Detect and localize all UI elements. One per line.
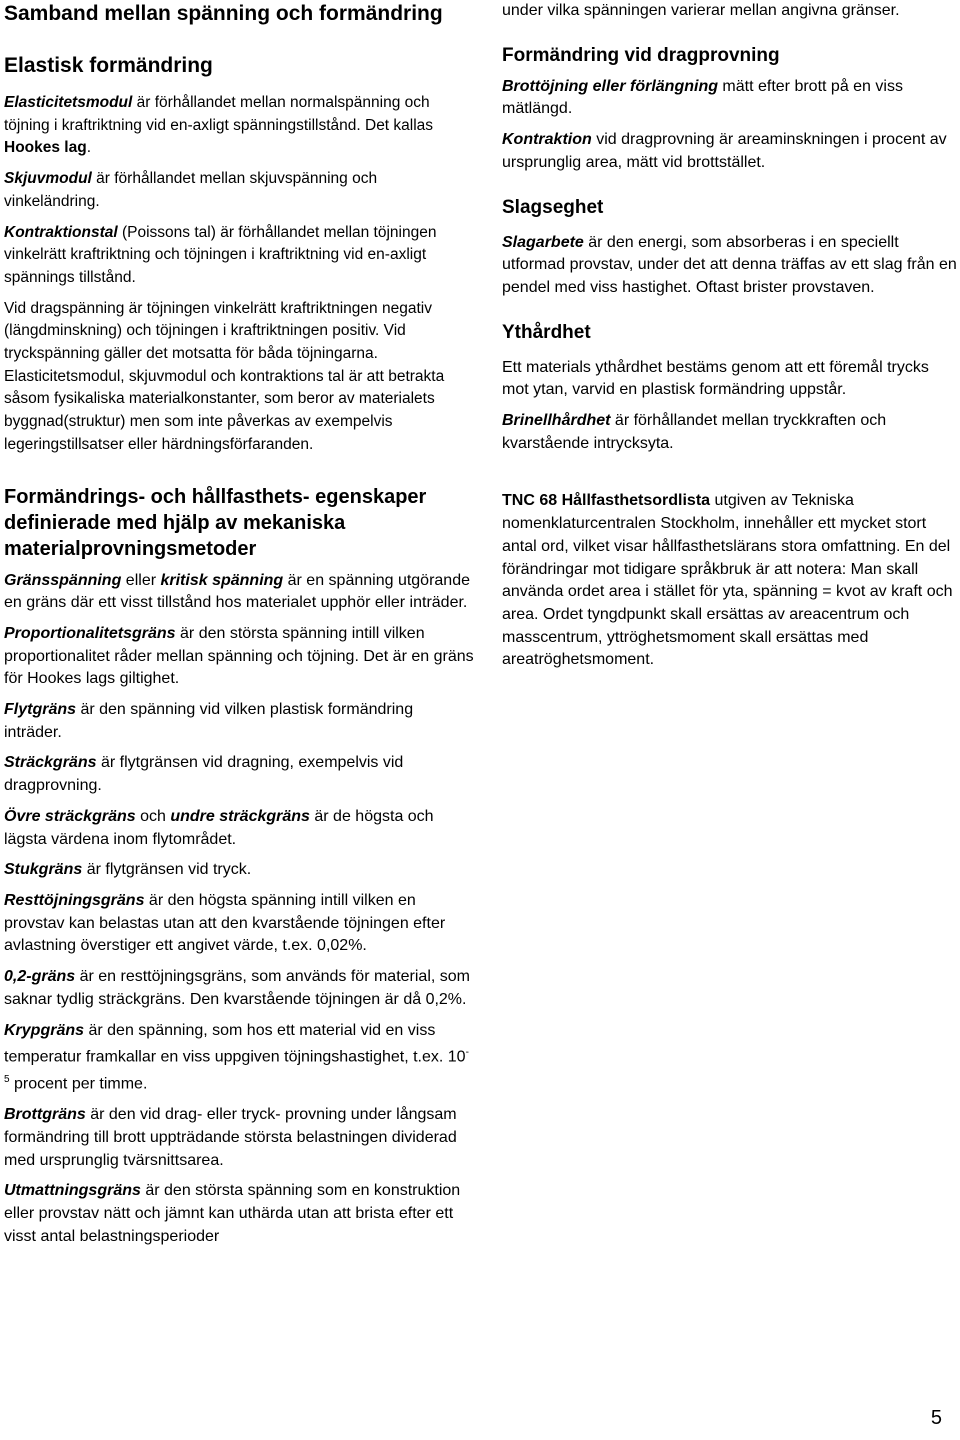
def-krypgrans: Krypgräns är den spänning, som hos ett material vid en viss temperatur framkallar en viss uppgiven töjningshastighet, t.ex. $10^{-5}$ procent per timme. [4,1021,469,1093]
def-stukgrans: Stukgräns är flytgränsen vid tryck. [4,861,252,879]
heading-slagseghet: Slagseghet [502,196,604,218]
heading-methods: Formändrings- och hållfasthets- egenskaper definierade med hjälp av mekaniska materialprovningsmetoder [4,485,427,560]
def-strackgrans: Sträckgräns är flytgränsen vid dragning, exempelvis vid dragprovning. [4,754,404,795]
def-ovre-undre-strackgrans: Övre sträckgräns och undre sträckgräns är de högsta och lägsta värdena inom flytområdet. [4,807,434,848]
def-proportionalitetsgrans: Proportionalitetsgräns är den största spänning intill vilken proportionalitet råder mellan spänning och töjning. Det är en gräns för Hookes lags giltighet. [4,624,474,688]
heading-ythardhet: Ythårdhet [502,321,591,343]
heading-elastic: Elastisk formändring [4,54,213,77]
def-brottgrans: Brottgräns är den vid drag- eller tryck- provning under långsam formändring till brott uppträdande största belastningen dividerad med ursprunglig tvärsnittsarea. [4,1106,457,1169]
def-02-grans: 0,2-gräns är en resttöjningsgräns, som används för material, som saknar tydlig sträckgräns. Den kvarstående töjningen är då 0,2%. [4,968,470,1008]
para-skjuvmodul: Skjuvmodul är förhållandet mellan skjuvspänning och vinkeländring. [4,170,378,210]
def-gransspanning: Gränsspänning eller kritisk spänning är en spänning utgörande en gräns där ett visst tillstånd hos materialet upphör eller inträder. [4,571,470,612]
para-elasticitetsmodul: Elasticitetsmodul är förhållandet mellan normalspänning och töjning i kraftriktning vid en-axligt spänningstillstånd. Det kallas Hookes lag. [4,94,434,157]
para-dragspanning: Vid dragspänning är töjningen vinkelrätt kraftriktningen negativ (längdminskning) och töjningen i kraftriktningen positiv. Vid tryckspänning gäller det motsatta för båda töjningarna. Elasticitetsmodul, skjuvmodul och kontraktions tal är att betrakta såsom fysikaliska materialkonstanter, som beror av materialets byggnad(struktur) men som inte påverkas av exempelvis legeringstillsatser eller härdningsförfaranden. [4,299,445,453]
def-resttojningsgrans: Resttöjningsgräns är den högsta spänning intill vilken en provstav kan belastas utan att den kvarstående töjningen efter avlastning överstiger ett angivet värde, t.ex. 0,02%. [4,891,446,955]
def-utmattningsgrans: Utmattningsgräns är den största spänning som en konstruktion eller provstav nätt och jämnt kan uthärda utan att brista efter ett visst antal belastningsperioder [4,1182,461,1245]
para-tnc68: TNC 68 Hållfasthetsordlista utgiven av Tekniska nomenklaturcentralen Stockholm, innehåller ett mycket stort antal ord, vilket visar hållfasthetslärans stora omfattning. En del förändringar mot tidigare språkbruk är att notera: Man skall använda ordet area i stället för yta, spänning = kvot av kraft och area. Ordet tyngdpunkt skall ersättas av areacentrum och masscentrum, yttröghetsmoment skall ersättas med areatröghetsmoment. [502,492,953,669]
para-kontraktionstal: Kontraktionstal (Poissons tal) är förhållandet mellan töjningen vinkelrätt kraftriktning och töjningen i kraftriktning vid en-axligt spännings tillstånd. [4,223,437,286]
def-brinellhardhet: Brinellhårdhet är förhållandet mellan tryckkraften och kvarstående intrycksyta. [502,412,887,452]
page-number: 5 [930,1407,942,1429]
page-title: Samband mellan spänning och formändring [4,2,443,25]
right-column [502,0,957,672]
para-ythardhet: Ett materials ythårdhet bestäms genom att ett föremål trycks mot ytan, varvid en plastisk formändring uppstår. [502,358,929,399]
left-column [4,0,474,1248]
def-brottojning: Brottöjning eller förlängning mätt efter brott på en viss mätlängd. [502,77,903,118]
def-slagarbete: Slagarbete är den energi, som absorberas i en speciellt utformad provstav, under det att denna träffas av ett slag från en pendel med viss hastighet. Oftast brister provstaven. [502,233,957,296]
heading-dragprovning: Formändring vid dragprovning [502,44,780,66]
def-flytgrans: Flytgräns är den spänning vid vilken plastisk formändring inträder. [4,701,414,741]
para-continuation: under vilka spänningen varierar mellan angivna gränser. [502,2,900,19]
def-kontraktion: Kontraktion vid dragprovning är areaminskningen i procent av ursprunglig area, mätt vid brottstället. [502,131,947,171]
